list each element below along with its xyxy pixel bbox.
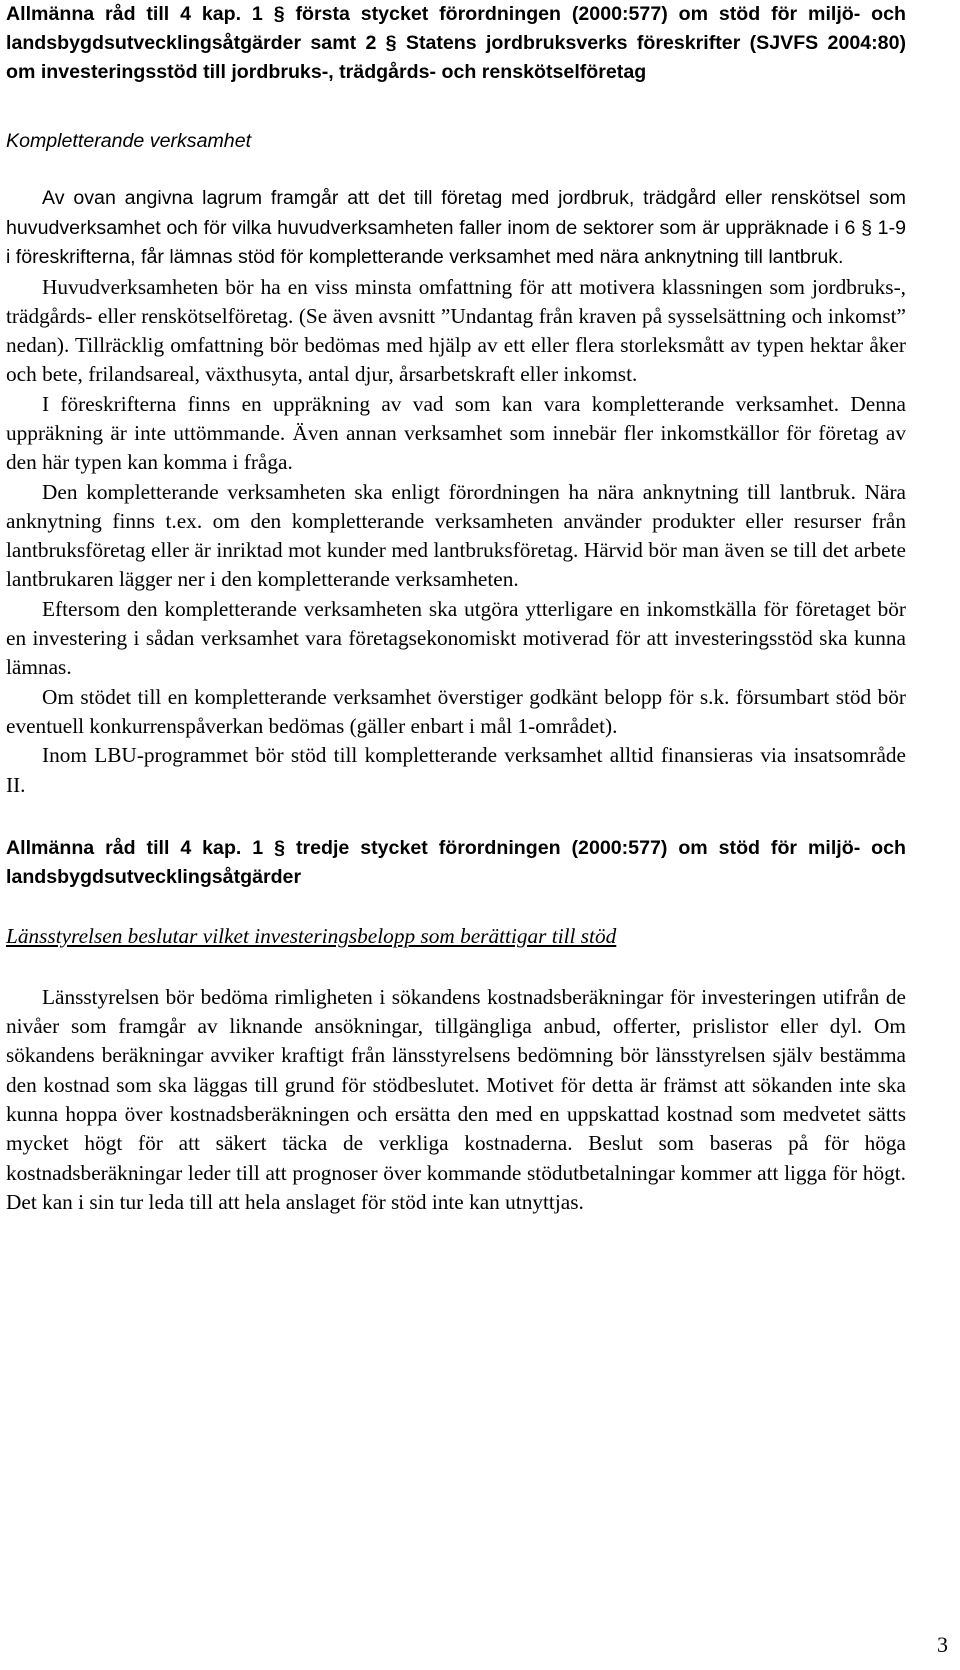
section-1-paragraph: Huvudverksamheten bör ha en viss minsta omfattning för att motivera klassningen som jordbruks-, trädgårds- eller renskötselföretag. (Se även avsnitt ”Undantag från kraven på sysselsättning och inkomst” nedan). Tillräcklig omfattning bör bedömas med hjälp av ett eller flera storleksmått av typen hektar åker och bete, frilandsareal, växthusyta, antal djur, årsarbetskraft eller inkomst. — [6, 274, 906, 387]
section-1-intro: Av ovan angivna lagrum framgår att det till företag med jordbruk, trädgård eller renskötsel som huvudverksamhet och för vilka huvudverksamheten faller inom de sektorer som är uppräknade i 6 § 1-9 i föreskrifterna, får lämnas stöd för kompletterande verksamhet med nära anknytning till lantbruk. — [6, 187, 906, 268]
section-2-subheading: Länsstyrelsen beslutar vilket investeringsbelopp som berättigar till stöd — [6, 923, 617, 948]
section-2 — [6, 834, 906, 1217]
page-number: 3 — [937, 1632, 948, 1657]
section-2-heading: Allmänna råd till 4 kap. 1 § tredje stycket förordningen (2000:577) om stöd för miljö- och landsbygdsutvecklingsåtgärder — [6, 836, 906, 888]
section-1-subheading: Kompletterande verksamhet — [6, 130, 252, 152]
section-1-heading: Allmänna råd till 4 kap. 1 § första stycket förordningen (2000:577) om stöd för miljö- och landsbygdsutvecklingsåtgärder samt 2 § Statens jordbruksverks föreskrifter (SJVFS 2004:80) om investeringsstöd till jordbruks-, trädgårds- och renskötselföretag — [6, 3, 906, 83]
document-page — [6, 0, 906, 1217]
section-2-paragraph: Länsstyrelsen bör bedöma rimligheten i sökandens kostnadsberäkningar för investeringen utifrån de nivåer som framgår av liknande ansökningar, tillgängliga anbud, offerter, prislistor eller dyl. Om sökandens beräkningar avviker kraftigt från länsstyrelsens bedömning bör länsstyrelsen själv bestämma den kostnad som ska läggas till grund för stödbeslutet. Motivet för detta är främst att sökanden inte ska kunna hoppa över kostnadsberäkningen och ersätta den med en uppskattad kostnad som medvetet sätts mycket högt för att säkert täcka de verkliga kostnaderna. Beslut som baseras på för höga kostnadsberäkningar leder till att prognoser över kommande stödutbetalningar kommer att ligga för högt. Det kan i sin tur leda till att hela anslaget för stöd inte kan utnyttjas. — [6, 984, 906, 1214]
section-1-paragraph: I föreskrifterna finns en uppräkning av vad som kan vara kompletterande verksamhet. Denna uppräkning är inte uttömmande. Även annan verksamhet som innebär fler inkomstkällor för företag av den här typen kan komma i fråga. — [6, 391, 906, 475]
section-1-paragraph: Inom LBU-programmet bör stöd till kompletterande verksamhet alltid finansieras via insatsområde II. — [6, 743, 906, 797]
section-1-paragraph: Den kompletterande verksamheten ska enligt förordningen ha nära anknytning till lantbruk. Nära anknytning finns t.ex. om den kompletterande verksamheten använder produkter eller resurser från lantbruksföretag eller är inriktad mot kunder med lantbruksföretag. Härvid bör man även se till det arbete lantbrukaren lägger ner i den kompletterande verksamheten. — [6, 479, 906, 592]
section-1-paragraph: Eftersom den kompletterande verksamheten ska utgöra ytterligare en inkomstkälla för företaget bör en investering i sådan verksamhet vara företagsekonomiskt motiverad för att investeringsstöd ska kunna lämnas. — [6, 596, 906, 680]
section-1-paragraph: Om stödet till en kompletterande verksamhet överstiger godkänt belopp för s.k. försumbart stöd bör eventuell konkurrenspåverkan bedömas (gäller enbart i mål 1-området). — [6, 684, 906, 738]
